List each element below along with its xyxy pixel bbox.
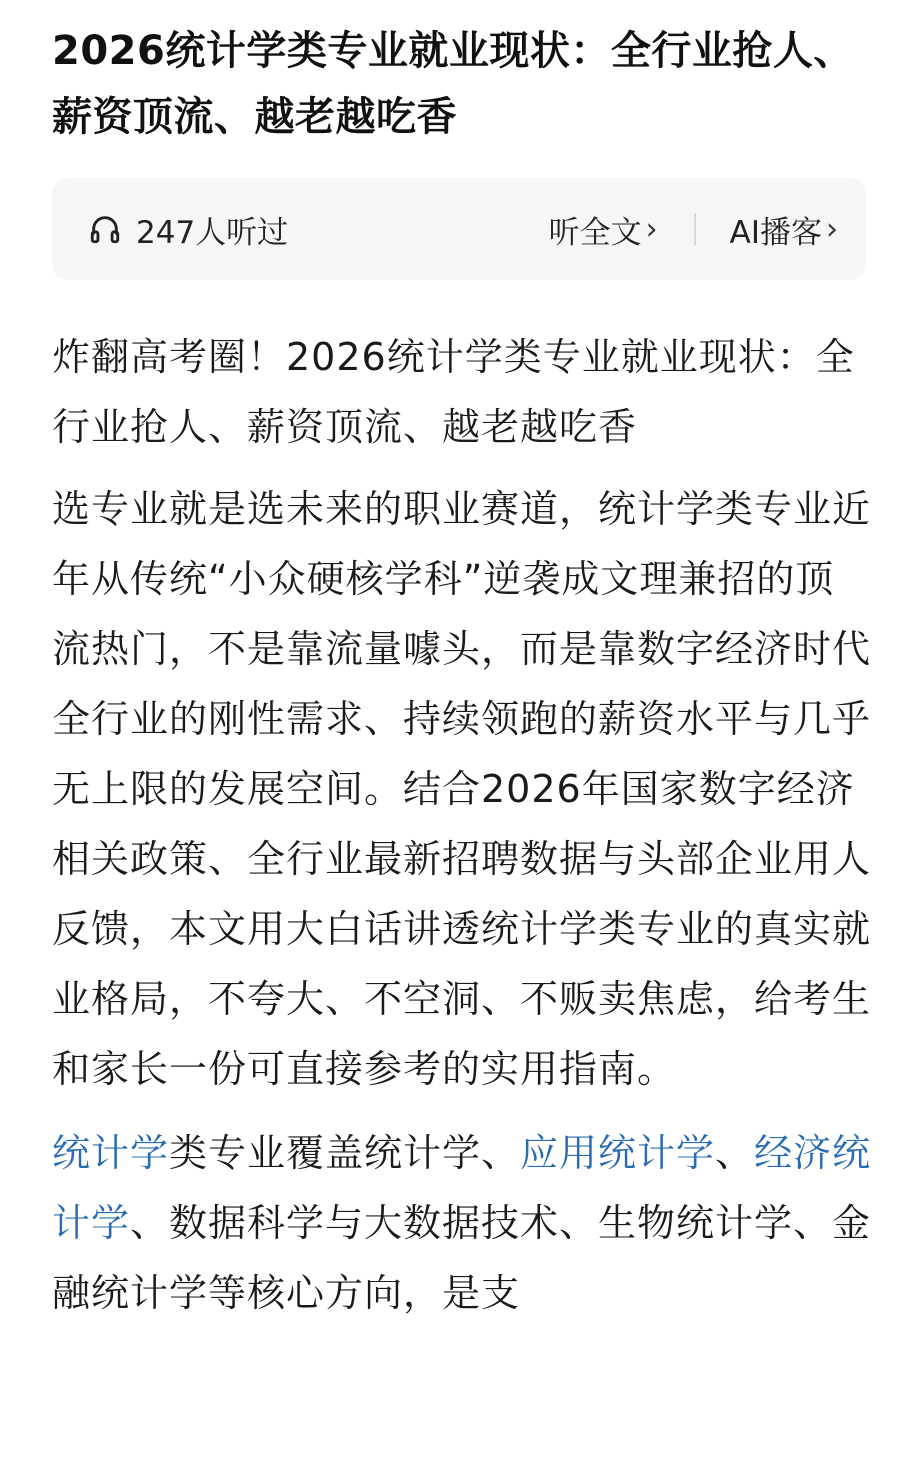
- headphone-icon: [88, 212, 122, 246]
- article-title: 2026统计学类专业就业现状：全行业抢人、薪资顶流、越老越吃香: [52, 28, 854, 140]
- chevron-right-icon: ›: [826, 211, 838, 247]
- paragraph-text: 类专业覆盖统计学、: [169, 1131, 521, 1175]
- audio-bar: [52, 178, 866, 280]
- watermark: [714, 1409, 904, 1447]
- listen-count-text: 247人听过: [136, 214, 289, 251]
- paragraph-text: 、数据科学与大数据技术、生物统计学、金融统计学等核心方向，是支: [52, 1201, 872, 1315]
- audio-divider: [694, 213, 696, 245]
- paragraph-majors: [52, 1118, 872, 1328]
- keyword-link-applied-statistics[interactable]: 应用统计学: [520, 1131, 716, 1175]
- paragraph-intro: 炸翻高考圈！2026统计学类专业就业现状：全行业抢人、薪资顶流、越老越吃香: [52, 335, 855, 449]
- chevron-right-icon: ›: [645, 211, 658, 247]
- ai-podcast-button[interactable]: [730, 207, 838, 252]
- listen-full-label: 听全文: [548, 214, 642, 251]
- listen-count: [88, 207, 549, 252]
- ai-podcast-label: AI播客: [729, 214, 822, 251]
- listen-full-button[interactable]: [549, 207, 658, 252]
- article: [52, 18, 872, 1328]
- paragraph-overview: 选专业就是选未来的职业赛道，统计学类专业近年从传统“小众硬核学科”逆袭成文理兼招的顶流热门，不是靠流量噱头，而是靠数字经济时代全行业的刚性需求、持续领跑的薪资水平与几乎无上限的发展空间。结合2026年国家数字经济相关政策、全行业最新招聘数据与头部企业用人反馈，本文用大白话讲透统计学类专业的真实就业格局，不夸大、不空洞、不贩卖焦虑，给考生和家长一份可直接参考的实用指南。: [52, 487, 872, 1091]
- paragraph-text: 、: [715, 1131, 755, 1175]
- keyword-link-economic-statistics[interactable]: 经济统计学: [52, 1131, 872, 1245]
- keyword-link-statistics[interactable]: 统计学: [52, 1131, 170, 1175]
